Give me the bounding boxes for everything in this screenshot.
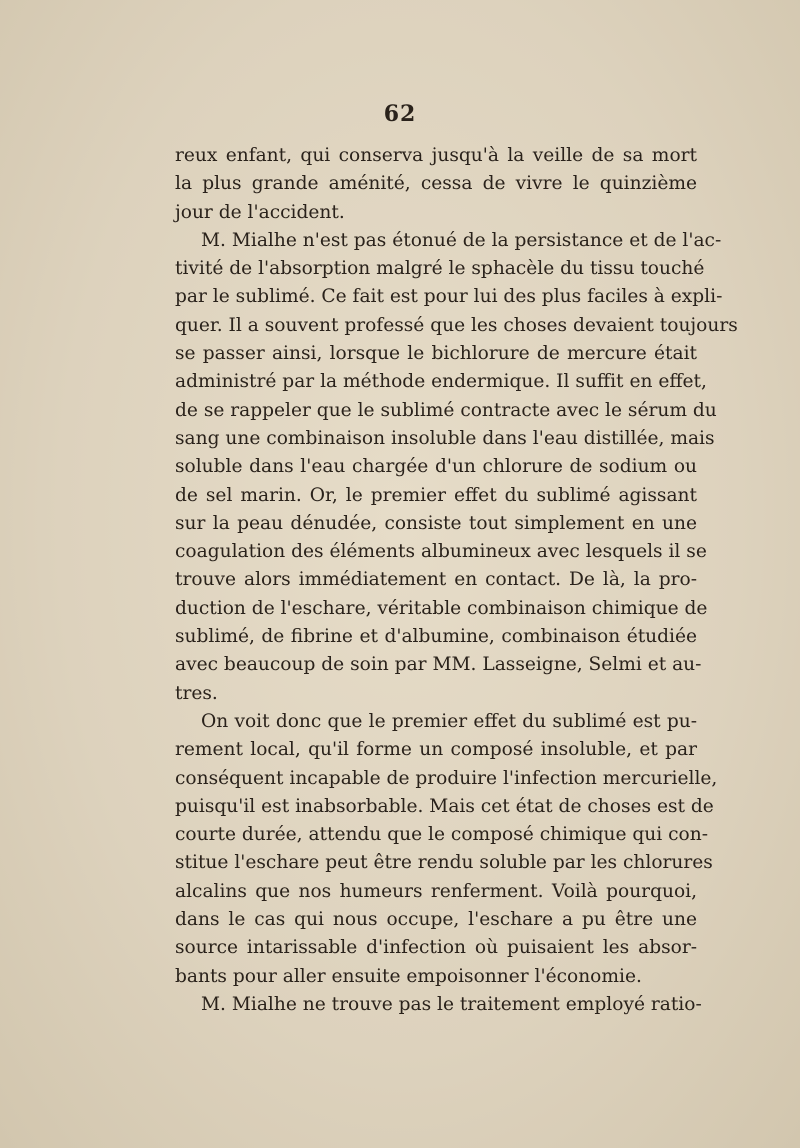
text-line: avec beaucoup de soin par MM. Lasseigne, Selmi et au- bbox=[175, 654, 702, 676]
text-line: rement local, qu'il forme un composé insoluble, et par bbox=[175, 739, 697, 761]
text-line: bants pour aller ensuite empoisonner l'économie. bbox=[175, 965, 642, 987]
text-line: sublimé, de fibrine et d'albumine, combinaison étudiée bbox=[175, 626, 697, 648]
text-line: sur la peau dénudée, consiste tout simplement en une bbox=[175, 512, 697, 534]
text-line: stitue l'eschare peut être rendu soluble par les chlorures bbox=[175, 852, 713, 874]
text-line: la plus grande aménité, cessa de vivre le quinzième bbox=[175, 173, 697, 195]
text-line: quer. Il a souvent professé que les choses devaient toujours bbox=[175, 314, 738, 336]
text-line: source intarissable d'infection où puisaient les absor- bbox=[175, 937, 697, 959]
text-line: puisqu'il est inabsorbable. Mais cet état de choses est de bbox=[175, 795, 714, 817]
text-line: trouve alors immédiatement en contact. De là, la pro- bbox=[175, 569, 697, 591]
text-line: jour de l'accident. bbox=[175, 201, 345, 223]
paragraph-start-line: M. Mialhe ne trouve pas le traitement employé ratio- bbox=[201, 993, 702, 1015]
text-line: conséquent incapable de produire l'infection mercurielle, bbox=[175, 767, 718, 789]
text-line: par le sublimé. Ce fait est pour lui des plus faciles à expli- bbox=[175, 286, 723, 308]
text-line: administré par la méthode endermique. Il suffit en effet, bbox=[175, 371, 707, 393]
text-line: alcalins que nos humeurs renferment. Voilà pourquoi, bbox=[175, 880, 697, 902]
text-line: tivité de l'absorption malgré le sphacèle du tissu touché bbox=[175, 258, 705, 280]
page-number: 62 bbox=[383, 101, 417, 127]
text-line: se passer ainsi, lorsque le bichlorure de mercure était bbox=[175, 343, 697, 365]
text-line: reux enfant, qui conserva jusqu'à la veille de sa mort bbox=[175, 145, 697, 166]
text-line: sang une combinaison insoluble dans l'eau distillée, mais bbox=[175, 427, 715, 449]
text-line: de se rappeler que le sublimé contracte avec le sérum du bbox=[175, 399, 717, 421]
paragraph-start-line: On voit donc que le premier effet du sublimé est pu- bbox=[201, 710, 697, 732]
text-line: tres. bbox=[175, 682, 218, 704]
paragraph-start-line: M. Mialhe n'est pas étonué de la persistance et de l'ac- bbox=[201, 229, 722, 251]
body-text bbox=[175, 142, 738, 1019]
text-line: duction de l'eschare, véritable combinaison chimique de bbox=[175, 597, 708, 619]
text-line: coagulation des éléments albumineux avec lesquels il se bbox=[175, 541, 707, 563]
text-line: courte durée, attendu que le composé chimique qui con- bbox=[175, 824, 708, 846]
text-line: soluble dans l'eau chargée d'un chlorure de sodium ou bbox=[175, 456, 697, 478]
text-line: dans le cas qui nous occupe, l'eschare a pu être une bbox=[175, 909, 697, 931]
text-line: de sel marin. Or, le premier effet du sublimé agissant bbox=[175, 484, 697, 506]
